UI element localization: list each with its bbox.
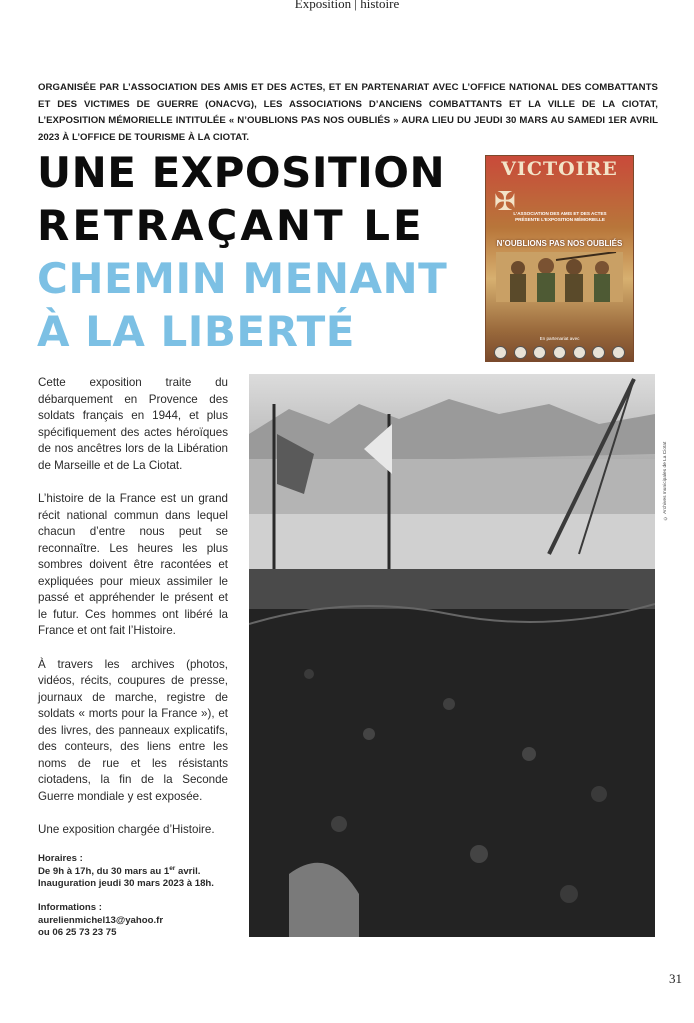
partner-logo-icon [553, 346, 566, 359]
hours-line-2: Inauguration jeudi 30 mars 2023 à 18h. [38, 878, 214, 889]
poster-partner-label: En partenariat avec [539, 336, 580, 341]
poster-soldiers-illustration [496, 252, 623, 302]
hours-title: Horaires : [38, 853, 83, 864]
poster-title: VICTOIRE [501, 158, 618, 180]
body-paragraph-2: L’histoire de la France est un grand récit national commun dans lequel chacun d’entre nous peut se reconnaître. Les heures les plus sombres doivent être racontées et expliquées pour mieux assimiler le passé et appréhender le présent et le futur. Ces hommes ont libéré la France et ont fait l’Histoire. [38, 492, 228, 637]
contact-phone: ou 06 25 73 23 75 [38, 927, 117, 938]
headline [37, 146, 457, 358]
headline-line-1: UNE EXPOSITION [37, 148, 446, 197]
hours-line-1: De 9h à 17h, du 30 mars au 1er avril. [38, 864, 201, 877]
headline-line-2: RETRAÇANT LE [37, 201, 425, 250]
partner-logo-icon [533, 346, 546, 359]
exhibition-poster [485, 155, 634, 362]
partner-logo-icon [573, 346, 586, 359]
body-paragraph-1: Cette exposition traite du débarquement en Provence des soldats français en 1944, et plus spécifiquement des actes héroïques de nos ancêtres lors de la Libération de Marseille et de La Ciotat. [38, 376, 228, 472]
partner-logo-icon [612, 346, 625, 359]
hours-block [38, 853, 238, 891]
contact-block [38, 902, 238, 940]
partner-logo-icon [592, 346, 605, 359]
body-paragraph-3: À travers les archives (photos, vidéos, récits, coupures de presse, journaux de marche, registre de soldats « morts pour la France »), et des livres, des panneaux explicatifs, des conteurs, des liens entre les noms de rue et les résistants ciotadens, la fin de la Seconde Guerre mondiale y est exposée. [38, 657, 228, 803]
poster-slogan: N’OUBLIONS PAS NOS OUBLIÉS [496, 239, 623, 248]
article-body [38, 375, 228, 856]
running-header: Exposition | histoire [294, 0, 400, 11]
headline-line-4: À LA LIBERTÉ [37, 307, 355, 356]
poster-partner-logos [494, 346, 625, 358]
photo-credit: © Archives municipales de La Ciotat [663, 441, 668, 520]
partner-logo-icon [494, 346, 507, 359]
liberation-crowd-photo [249, 374, 655, 937]
contact-title: Informations : [38, 902, 102, 913]
contact-email[interactable]: aurelienmichel13@yahoo.fr [38, 914, 164, 926]
lorraine-cross-icon: ✠ [494, 186, 516, 216]
headline-line-3: CHEMIN MENANT [37, 254, 448, 303]
body-paragraph-4: Une exposition chargée d’Histoire. [38, 823, 215, 836]
page-number: 31 [669, 971, 682, 986]
partner-logo-icon [514, 346, 527, 359]
intro-paragraph: ORGANISÉE PAR L’ASSOCIATION DES AMIS ET DES ACTES, ET EN PARTENARIAT AVEC L’OFFICE NATIONAL DES COMBATTANTS ET DES VICTIMES DE GUERRE (ONACVG), LES ASSOCIATIONS D’ANCIENS COMBATTANTS ET LA VILLE DE LA CIOTAT, L’EXPOSITION MÉMORIELLE INTITULÉE « N’OUBLIONS PAS NOS OUBLIÉS » AURA LIEU DU JEUDI 30 MARS AU SAMEDI 1ER AVRIL 2023 À L’OFFICE DE TOURISME À LA CIOTAT. [38, 82, 658, 143]
poster-organizer: L’ASSOCIATION DES AMIS ET DES ACTES PRÉSENTE L’EXPOSITION MÉMORIELLE [513, 211, 607, 222]
